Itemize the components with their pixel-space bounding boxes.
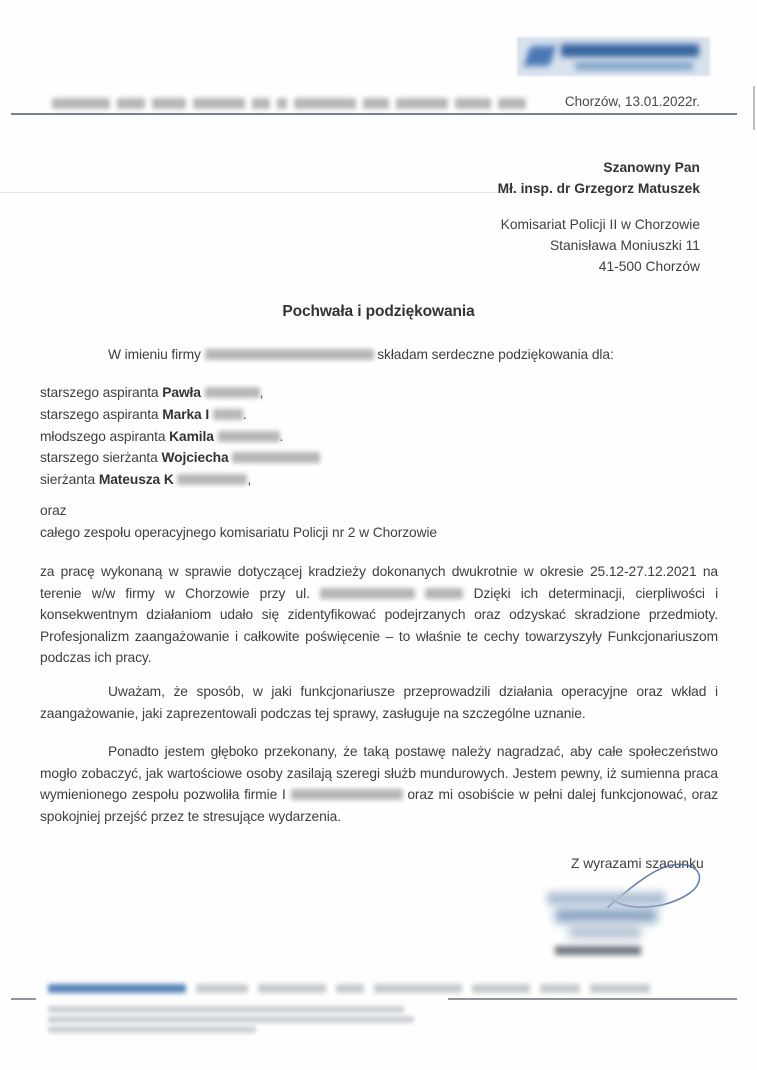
recipient-salutation: Szanowny Pan xyxy=(603,160,700,175)
surname-redacted xyxy=(218,431,280,442)
surname-redacted xyxy=(177,474,247,485)
officer-line: młodszego aspiranta Kamila . xyxy=(40,428,284,444)
recipient-street: Stanisława Moniuszki 11 xyxy=(549,238,700,253)
intro-text-after: składam serdeczne podziękowania dla: xyxy=(377,347,614,362)
recipient-block xyxy=(498,157,700,277)
intro-text-before: W imieniu firmy xyxy=(108,347,201,362)
signature-stamp-redacted xyxy=(543,890,675,952)
conjunction-line: oraz xyxy=(40,503,67,518)
officers-list xyxy=(40,382,320,491)
footer-details-redacted xyxy=(48,1006,414,1036)
closing-phrase: Z wyrazami szacunku xyxy=(571,856,704,871)
body-paragraph-3: Ponadto jestem głęboko przekonany, że taką postawę należy nagradzać, aby całe społeczeństwo mogło zobaczyć, jak wartościowe osoby zasilają szeregi służb mundurowych. Jestem pewny, iż sumienna praca wymienionego zespołu pozwoliła firmie I oraz mi osobiście w pełni dalej funkcjonować, oraz spokojniej przejść przez te stresujące wydarzenia. xyxy=(40,744,719,824)
team-block xyxy=(40,500,437,544)
letter-title: Pochwała i podziękowania xyxy=(282,303,475,320)
footer-company-name-redacted xyxy=(48,984,186,993)
faint-scan-line xyxy=(0,192,532,193)
sender-address-redacted xyxy=(52,98,526,109)
company-name-redacted xyxy=(291,789,403,800)
intro-paragraph xyxy=(40,344,718,366)
officer-line: starszego sierżanta Wojciecha xyxy=(40,447,320,469)
body-paragraph-2: Uważam, że sposób, w jaki funkcjonariusze przeprowadzili działania operacyjne oraz wkład i zaangażowanie, jaki zaprezentowali podczas tej sprawy, zasługuje na szczególne uznanie. xyxy=(40,684,718,721)
signature-caption-redacted xyxy=(555,946,641,955)
scan-edge-artifact xyxy=(753,86,755,130)
footer-company-line-redacted xyxy=(48,984,650,993)
company-logo-redacted xyxy=(517,37,710,76)
street-redacted xyxy=(320,588,415,599)
officer-line: sierżanta Mateusza K , xyxy=(40,472,252,488)
body-paragraph-1: za pracę wykonaną w sprawie dotyczącej kradzieży dokonanych dwukrotnie w okresie 25.12-27.12.2021 na terenie w/w firmy w Chorzowie przy ul. Dzięki ich determinacji, cierpliwości i konsekwentnym działaniom udało się zidentyfikować podejrzanych oraz odzyskać skradzione przedmioty. Profesjonalizm zaangażowanie i całkowite poświęcenie – to właśnie te cechy towarzyszyły Funkcjonariuszom podczas ich pracy. xyxy=(40,564,719,666)
surname-redacted xyxy=(232,452,320,463)
officer-line: starszego aspiranta Marka I . xyxy=(40,406,247,422)
recipient-city: 41-500 Chorzów xyxy=(598,259,700,274)
company-name-redacted xyxy=(205,349,374,360)
team-line: całego zespołu operacyjnego komisariatu Policji nr 2 w Chorzowie xyxy=(40,524,437,540)
surname-redacted xyxy=(205,387,260,398)
street-number-redacted xyxy=(425,588,463,599)
logo-wordmark-redacted xyxy=(561,44,699,57)
header-divider xyxy=(11,113,737,115)
recipient-name: Mł. insp. dr Grzegorz Matuszek xyxy=(497,181,700,196)
logo-tagline-redacted xyxy=(575,62,693,70)
date-line: Chorzów, 13.01.2022r. xyxy=(564,94,700,109)
logo-mark-icon xyxy=(524,46,556,66)
surname-redacted xyxy=(213,409,243,420)
officer-line: starszego aspiranta Pawła , xyxy=(40,385,264,400)
recipient-org: Komisariat Policji II w Chorzowie xyxy=(500,217,700,232)
